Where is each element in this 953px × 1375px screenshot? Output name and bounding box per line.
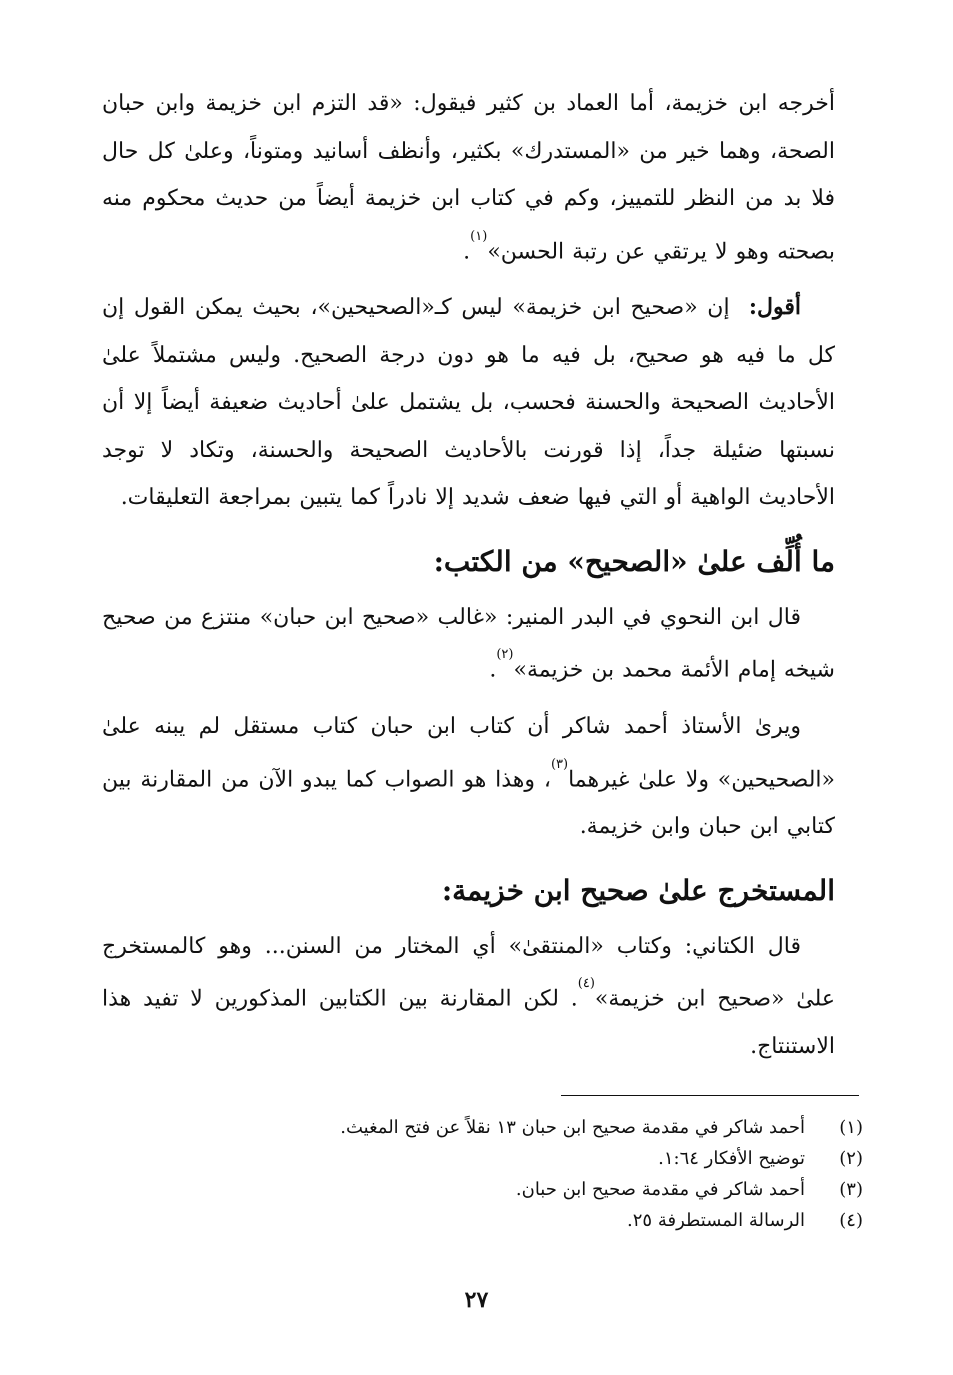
footnote-number: (٤) [839,1210,863,1231]
paragraph-2-text: إن «صحيح ابن خزيمة» ليس كـ«الصحيحين»، بحيث يمكن القول إن كل ما فيه هو صحيح، بل فيه ما هو دون درجة الصحيح. وليس مشتملاً علىٰ الأحاديث الصحيحة والحسنة فحسب، بل يشتمل علىٰ أحاديث ضعيفة أيضاً إلا أن نسبتها ضئيلة جداً، إذا قورنت بالأحاديث الصحيحة والحسنة، وتكاد لا توجد الأحاديث الواهية أو التي فيها ضعف شديد إلا نادراً كما يتبين بمراجعة التعليقات. [102,295,835,511]
footnote-ref-1: (١) [470,228,488,244]
paragraph-3: قال ابن النحوي في البدر المنير: «غالب «صحيح ابن حبان» منتزع من صحيح شيخه إمام الأئمة محمد بن خزيمة»$^{(٢)}$. [102,604,835,683]
footnote-text: أحمد شاكر في مقدمة صحيح ابن حبان. [515,1179,805,1200]
paragraph-3-text: قال ابن النحوي في البدر المنير: «غالب «صحيح ابن حبان» منتزع من صحيح شيخه إمام الأئمة محمد بن خزيمة» [102,604,835,683]
paragraph-1: أخرجه ابن خزيمة، أما العماد بن كثير فيقول: «قد التزم ابن خزيمة وابن حبان الصحة، وهما خير من «المستدرك» بكثير، وأنظف أسانيد ومتوناً، وعلىٰ كل حال فلا بد من النظر للتمييز، وكم في كتاب ابن خزيمة أيضاً من حديث محكوم منه بصحته وهو لا يرتقي عن رتبة الحسن»$^{(١)}$. [102,91,835,264]
paragraph-5-text-b: . لكن المقارنة بين الكتابين المذكورين لا تفيد هذا الاستنتاج. [102,986,835,1060]
footnote-3 [263,1174,863,1205]
main-text [102,80,835,1080]
paragraph-5 [102,923,835,1071]
paragraph-2-lead: أقول: [748,294,801,321]
footnote-text: أحمد شاكر في مقدمة صحيح ابن حبان ١٣ نقلاً عن فتح المغيث. [340,1117,805,1138]
footnote-separator [561,1095,859,1096]
paragraph-4-text-a: ويرىٰ الأستاذ أحمد شاكر أن كتاب ابن حبان كتاب مستقل لم يبنه علىٰ «الصحيحين» ولا علىٰ غيرهما [102,714,835,792]
paragraph-1-text: أخرجه ابن خزيمة، أما العماد بن كثير فيقول: «قد التزم ابن خزيمة وابن حبان الصحة، وهما خير من «المستدرك» بكثير، وأنظف أسانيد ومتوناً، وعلىٰ كل حال فلا بد من النظر للتمييز، وكم في كتاب ابن خزيمة أيضاً من حديث محكوم منه بصحته وهو لا يرتقي عن رتبة الحسن» [102,91,835,264]
section-heading-2: المستخرج علىٰ صحيح ابن خزيمة: [441,873,835,907]
footnote-4 [263,1205,863,1236]
footnote-number: (٣) [839,1179,863,1200]
section-heading-1: ما أُلِّف علىٰ «الصحيح» من الكتب: [433,544,835,578]
footnote-text: توضيح الأفكار ١:٦٤. [658,1148,805,1169]
footnotes [263,1112,863,1236]
page-number: ٢٧ [464,1287,489,1313]
footnote-ref-2: (٢) [496,647,514,663]
footnote-1 [263,1112,863,1143]
paragraph-5-text-a: قال الكتاني: وكتاب «المنتقىٰ» أي المختار من السنن... وهو كالمستخرج علىٰ «صحيح ابن خزيمة» [102,933,836,1012]
footnote-2 [263,1143,863,1174]
footnote-number: (١) [839,1117,863,1138]
paragraph-4-text-b: ، وهذا هو الصواب كما يبدو الآن من المقارنة بين كتابي ابن حبان وابن خزيمة. [102,766,835,840]
paragraph-4 [102,703,835,851]
footnote-ref-4: (٤) [577,976,595,992]
footnote-text: الرسالة المستطرفة ٢٥. [627,1210,805,1231]
footnote-ref-3: (٣) [550,756,569,772]
footnote-number: (٢) [839,1148,863,1169]
paragraph-2 [102,284,835,522]
